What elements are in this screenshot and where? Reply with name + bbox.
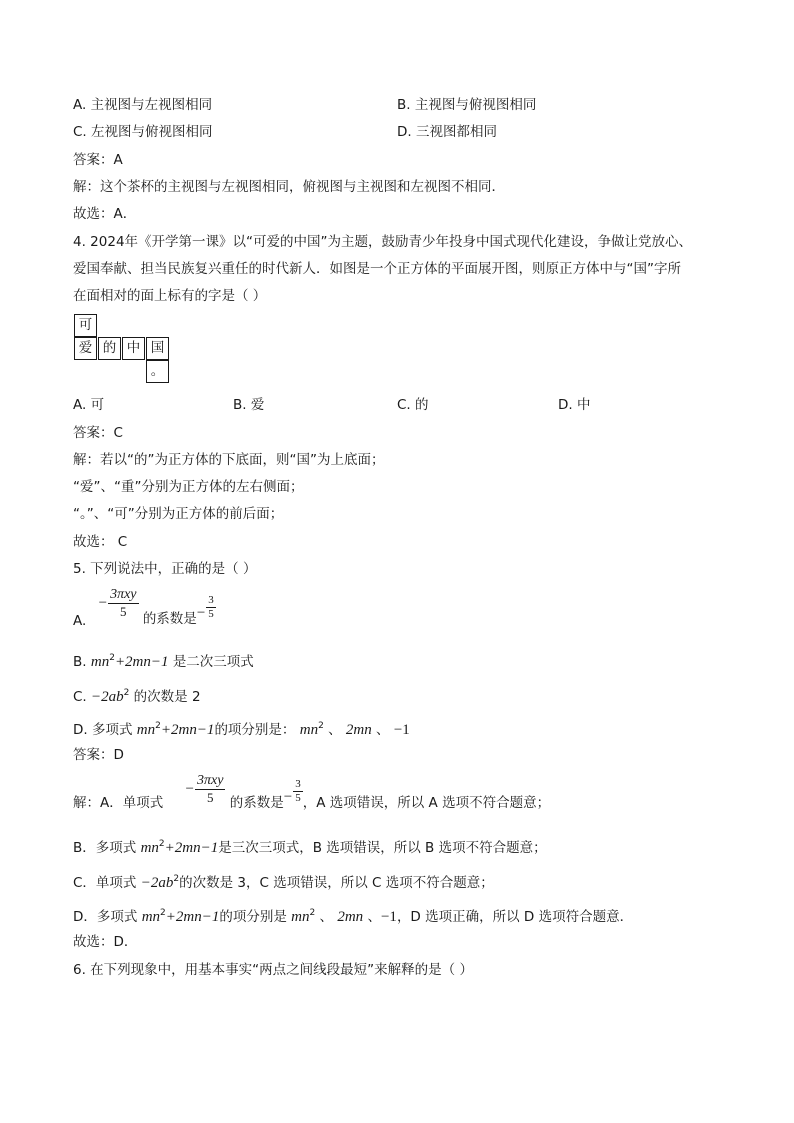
q4-option-b: B. 爱 [233,397,265,413]
q5-option-d: D. 多项式 $mn^2+2mn-1$的项分别是： $mn^2$ 、 2mn 、 −1 [73,721,410,738]
q4-stem-line3: 在面相对的面上标有的字是（ ） [73,288,267,304]
net-cell-row-2: 的 [98,337,121,360]
q3-answer: 答案：A [73,152,123,168]
q5-answer: 答案：D [73,747,124,763]
q3-option-b: B. 主视图与俯视图相同 [397,97,537,113]
q5-option-b: B. $mn^2+2mn-1$ 是二次三项式 [73,653,254,670]
q4-option-a: A. 可 [73,397,105,413]
q4-choice: 故选： C [73,534,128,550]
q5-option-c: C. $-2ab^2$ 的次数是 2 [73,688,201,705]
net-cell-row-1: 爱 [74,337,97,360]
q3-choice: 故选：A． [73,206,137,222]
q4-solution-line2: “爱”、“重”分别为正方体的左右侧面； [73,479,304,495]
q5-solution-c: C．单项式 $-2ab^2$的次数是 3，C 选项错误，所以 C 选项不符合题意； [73,874,494,891]
q5-choice: 故选：D． [73,934,138,950]
q4-option-d: D. 中 [558,397,591,413]
q4-solution-line1: 解：若以“的”为正方体的下底面，则“国”为上底面； [73,452,385,468]
net-cell-row-4: 国 [146,337,169,360]
q3-option-d: D. 三视图都相同 [397,124,497,140]
q5-solution-b: B．多项式 $mn^2+2mn-1$是三次三项式，B 选项错误，所以 B 选项不符合题意； [73,839,547,856]
q3-option-a: A. 主视图与左视图相同 [73,97,213,113]
q5-option-a: A. − $\frac{\text{3πxy}}{5}$ 的系数是− $\frac{3}{5}$ [73,587,214,629]
q4-answer: 答案：C [73,425,123,441]
q4-stem-line2: 爱国奉献、担当民族复兴重任的时代新人．如图是一个正方体的平面展开图，则原正方体中与“国”字所 [73,261,681,277]
net-cell-bottom: 。 [146,360,169,383]
q6-stem: 6. 在下列现象中，用基本事实“两点之间线段最短”来解释的是（ ） [73,962,473,978]
q5-solution-d: D．多项式 $mn^2+2mn-1$的项分别是 $mn^2$ 、 2mn 、−1，D 选项正确，所以 D 选项符合题意． [73,908,634,925]
q3-solution: 解：这个茶杯的主视图与左视图相同，俯视图与主视图和左视图不相同． [73,179,505,195]
q3-option-c: C. 左视图与俯视图相同 [73,124,213,140]
q5-stem: 5. 下列说法中，正确的是（ ） [73,561,257,577]
net-cell-row-3: 中 [122,337,145,360]
q5-solution-a: 解：A．单项式 − $\frac{\text{3πxy}}{5}$ 的系数是− $\frac{3}{5}$ ，A 选项错误，所以 A 选项不符合题意； [73,773,551,811]
q4-solution-line3: “。”、“可”分别为正方体的前后面； [73,506,284,522]
net-cell-top: 可 [74,314,97,337]
q4-stem-line1: 4. 2024年《开学第一课》以“可爱的中国”为主题，鼓励青少年投身中国式现代化建设，争做让党放心、 [73,234,693,250]
q4-option-c: C. 的 [397,397,429,413]
